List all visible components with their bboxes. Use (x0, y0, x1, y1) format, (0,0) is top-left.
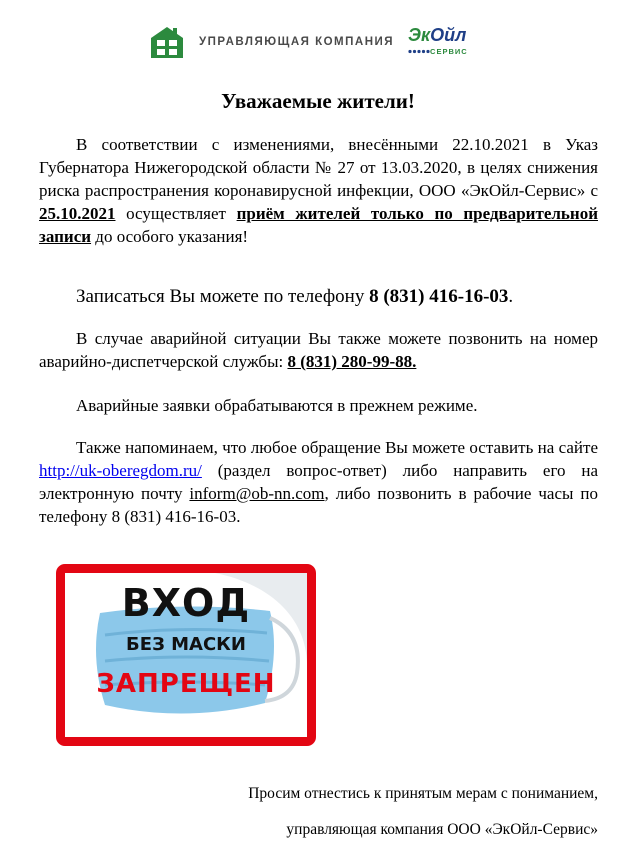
no-mask-entry-sign (56, 564, 316, 746)
paragraph-emergency: В случае аварийной ситуации Вы также можете позвонить на номер аварийно-диспетчерской службы: 8 (831) 280-99-88. (39, 329, 598, 371)
appointment-only-notice: приём жителей только по предварительной записи (39, 204, 598, 246)
page-title: Уважаемые жители! (221, 89, 415, 113)
emergency-phone: 8 (831) 280-99-88. (287, 352, 417, 371)
brand-logo (408, 22, 490, 62)
paragraph-notice: В соответствии с изменениями, внесёнными 22.10.2021 в Указ Губернатора Нижегородской области № 27 от 13.03.2020, в целях снижения риска распространения коронавирусной инфекции, ООО «ЭкОйл-Сервис» с 25.10.2021 осуществляет приём жителей только по предварительной записи до особого указания! (39, 135, 598, 246)
effective-date: 25.10.2021 (39, 204, 116, 223)
brand-dots-icon (408, 49, 430, 54)
paragraph-phone: Записаться Вы можете по телефону 8 (831) 416-16-03. (76, 286, 514, 307)
closing-line: Просим отнестись к принятым мерам с пониманием, (248, 785, 598, 802)
website-link[interactable]: http://uk-oberegdom.ru/ (39, 461, 202, 480)
sign-line-without-mask: БЕЗ МАСКИ (126, 634, 246, 655)
signature-line: управляющая компания ООО «ЭкОйл-Сервис» (286, 821, 598, 838)
house-logo-icon (149, 24, 185, 60)
email-link[interactable]: inform@ob-nn.com (189, 484, 325, 503)
brand-subtitle: СЕРВИС (430, 47, 468, 56)
sign-line-forbidden: ЗАПРЕЩЕН (96, 669, 276, 699)
sign-line-entry: ВХОД (121, 581, 251, 625)
paragraph-contacts: Также напоминаем, что любое обращение Вы можете оставить на сайте http://uk-oberegdom.ru/ (раздел вопрос-ответ) либо направить его на электронную почту inform@ob-nn.com, либо позвонить в рабочие часы по телефону 8 (831) 416-16-03. (39, 438, 599, 526)
brand-name: ЭкОйл (408, 25, 467, 45)
company-header (133, 17, 503, 67)
company-label: УПРАВЛЯЮЩАЯ КОМПАНИЯ (199, 36, 395, 48)
paragraph-emergency-requests: Аварийные заявки обрабатываются в прежнем режиме. (76, 396, 478, 415)
office-phone: 8 (831) 416-16-03 (369, 286, 509, 307)
